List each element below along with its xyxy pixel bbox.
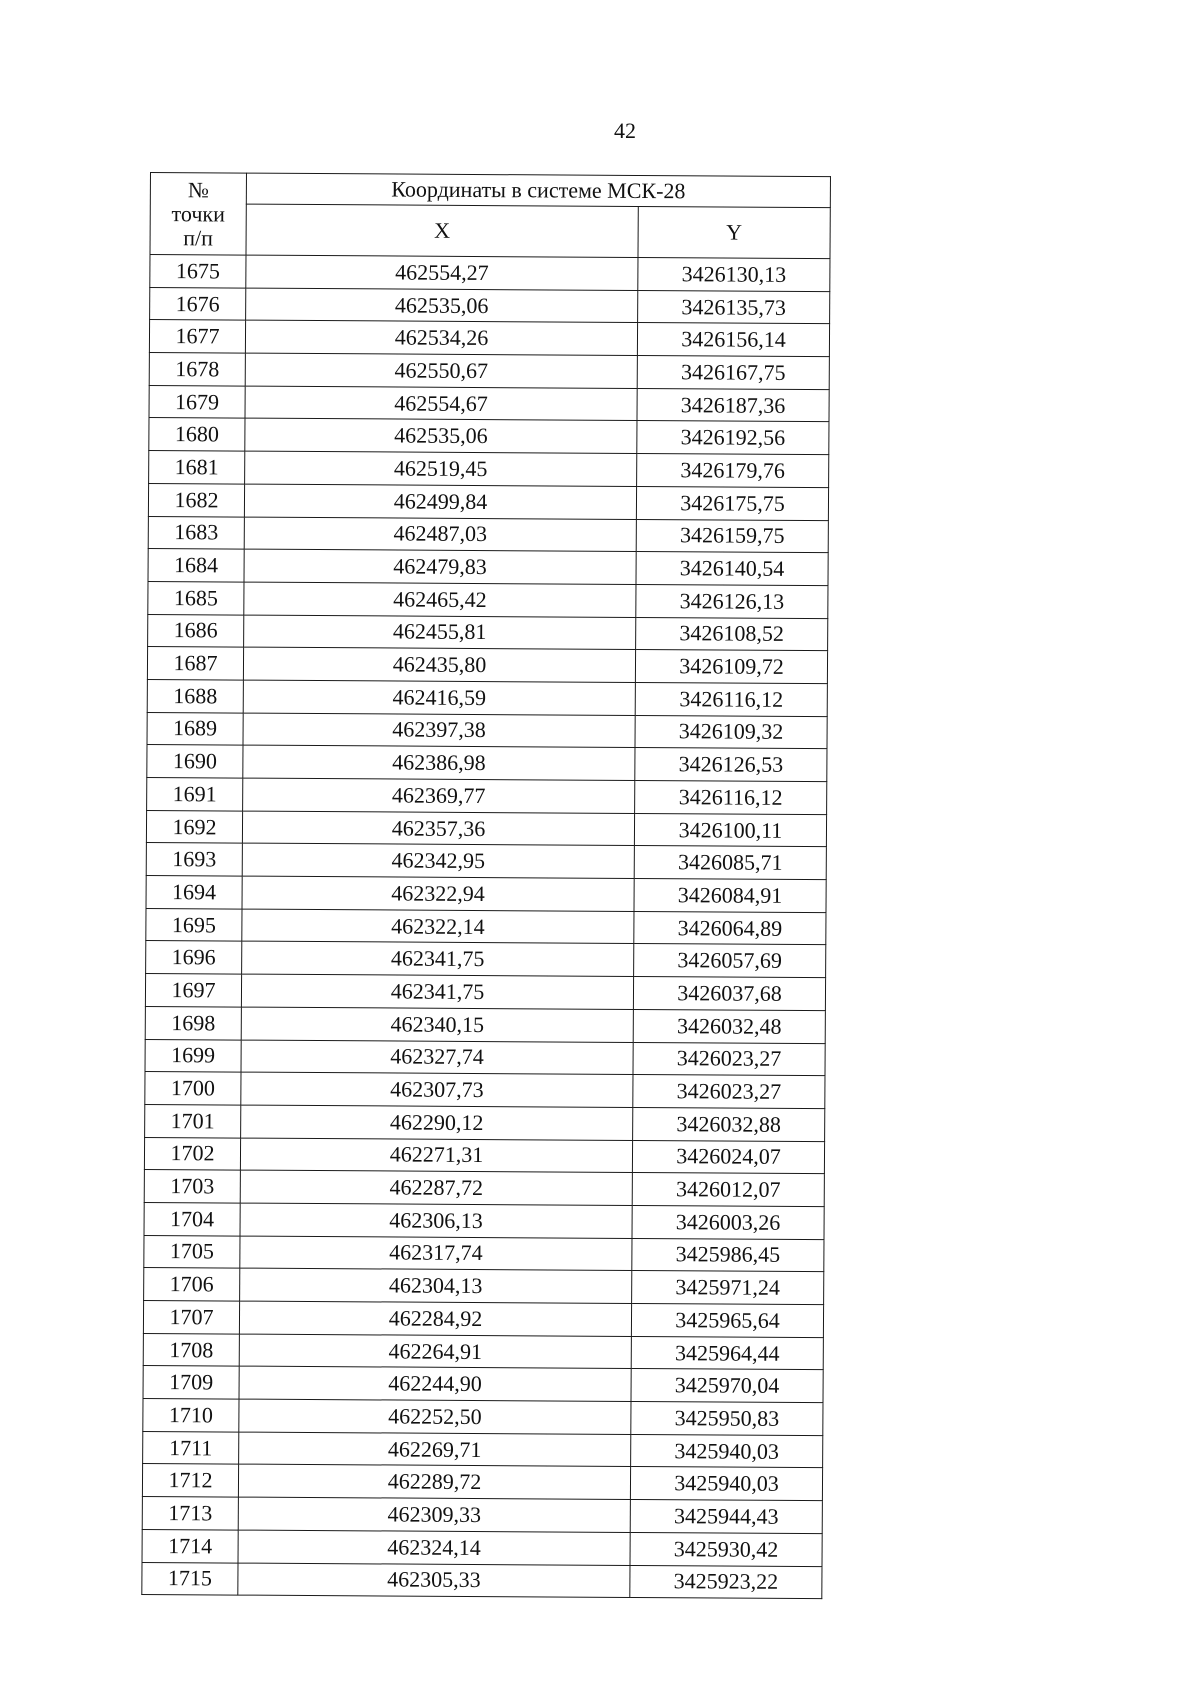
point-number-cell: 1686	[148, 614, 244, 647]
y-coordinate-cell: 3426187,36	[637, 388, 829, 422]
y-coordinate-cell: 3426159,75	[636, 519, 828, 553]
table-row	[146, 876, 826, 913]
x-coordinate-cell: 462435,80	[243, 647, 635, 682]
y-coordinate-cell: 3426192,56	[637, 421, 829, 455]
x-coordinate-cell: 462550,67	[245, 353, 637, 388]
x-coordinate-cell: 462499,84	[244, 484, 636, 519]
y-coordinate-cell: 3426116,12	[635, 780, 827, 814]
point-number-cell: 1690	[147, 745, 243, 778]
y-coordinate-cell: 3425940,03	[630, 1467, 822, 1501]
table-row	[142, 1464, 822, 1501]
x-coordinate-cell: 462307,73	[241, 1072, 633, 1107]
y-coordinate-cell: 3426012,07	[632, 1173, 824, 1207]
x-coordinate-cell: 462416,59	[243, 680, 635, 715]
x-coordinate-cell: 462289,72	[238, 1465, 630, 1500]
y-coordinate-cell: 3426100,11	[634, 813, 826, 847]
table-row	[145, 1104, 825, 1141]
y-coordinate-cell: 3425930,42	[630, 1532, 822, 1566]
table-row	[148, 614, 828, 651]
point-number-cell: 1692	[146, 810, 242, 843]
y-coordinate-cell: 3426023,27	[633, 1042, 825, 1076]
y-coordinate-cell: 3425940,03	[631, 1434, 823, 1468]
x-coordinate-cell: 462341,75	[242, 942, 634, 977]
point-number-cell: 1678	[149, 353, 245, 386]
table-row	[149, 353, 829, 390]
table-row	[145, 1006, 825, 1043]
y-coordinate-cell: 3426023,27	[633, 1075, 825, 1109]
point-number-cell: 1704	[144, 1202, 240, 1235]
point-number-cell: 1676	[150, 287, 246, 320]
y-coordinate-cell: 3426130,13	[638, 257, 830, 291]
table-row	[143, 1366, 823, 1403]
x-coordinate-cell: 462535,06	[245, 419, 637, 454]
x-coordinate-cell: 462357,36	[242, 811, 634, 846]
y-coordinate-cell: 3426108,52	[636, 617, 828, 651]
x-coordinate-cell: 462397,38	[243, 713, 635, 748]
x-coordinate-cell: 462342,95	[242, 843, 634, 878]
point-number-cell: 1691	[147, 777, 243, 810]
x-coordinate-cell: 462269,71	[239, 1432, 631, 1467]
x-coordinate-cell: 462324,14	[238, 1530, 630, 1565]
table-row	[148, 483, 828, 520]
table-row	[143, 1333, 823, 1370]
x-coordinate-cell: 462519,45	[245, 451, 637, 486]
table-row	[150, 255, 830, 292]
y-coordinate-cell: 3426140,54	[636, 552, 828, 586]
table-row	[148, 516, 828, 553]
y-coordinate-cell: 3426135,73	[638, 290, 830, 324]
point-number-cell: 1699	[145, 1039, 241, 1072]
y-coordinate-cell: 3426109,32	[635, 715, 827, 749]
table-row	[143, 1399, 823, 1436]
x-column-header: X	[246, 204, 638, 257]
table-row	[146, 908, 826, 945]
table-row	[147, 712, 827, 749]
table-row	[144, 1170, 824, 1207]
y-coordinate-cell: 3426084,91	[634, 879, 826, 913]
y-coordinate-cell: 3425970,04	[631, 1369, 823, 1403]
y-coordinate-cell: 3425923,22	[630, 1565, 822, 1599]
x-coordinate-cell: 462322,14	[242, 909, 634, 944]
y-coordinate-cell: 3425964,44	[631, 1336, 823, 1370]
table-row	[146, 941, 826, 978]
point-number-cell: 1711	[143, 1431, 239, 1464]
x-coordinate-cell: 462306,13	[240, 1203, 632, 1238]
y-column-header: Y	[638, 206, 830, 258]
table-row	[146, 843, 826, 880]
table-row	[142, 1562, 822, 1599]
point-number-cell: 1689	[147, 712, 243, 745]
y-coordinate-cell: 3426032,88	[633, 1107, 825, 1141]
point-number-cell: 1714	[142, 1529, 238, 1562]
table-row	[147, 777, 827, 814]
x-coordinate-cell: 462252,50	[239, 1399, 631, 1434]
table-row	[145, 1039, 825, 1076]
y-coordinate-cell: 3426032,48	[633, 1009, 825, 1043]
table-row	[149, 451, 829, 488]
point-number-cell: 1713	[142, 1497, 238, 1530]
table-row	[146, 810, 826, 847]
point-number-header: № точки п/п	[150, 173, 246, 256]
y-coordinate-cell: 3425950,83	[631, 1402, 823, 1436]
y-coordinate-cell: 3426037,68	[633, 977, 825, 1011]
table-subheader-row	[150, 204, 830, 259]
point-number-cell: 1679	[149, 385, 245, 418]
y-coordinate-cell: 3426057,69	[634, 944, 826, 978]
y-coordinate-cell: 3426156,14	[637, 323, 829, 357]
x-coordinate-cell: 462284,92	[239, 1301, 631, 1336]
table-row	[144, 1268, 824, 1305]
coordinate-system-header: Координаты в системе МСК-28	[246, 173, 830, 208]
x-coordinate-cell: 462369,77	[243, 778, 635, 813]
table-body	[142, 255, 830, 1599]
table-row	[142, 1529, 822, 1566]
x-coordinate-cell: 462479,83	[244, 549, 636, 584]
table-row	[150, 287, 830, 324]
table-row	[143, 1431, 823, 1468]
x-coordinate-cell: 462264,91	[239, 1334, 631, 1369]
y-coordinate-cell: 3426003,26	[632, 1205, 824, 1239]
point-number-cell: 1702	[144, 1137, 240, 1170]
page-number: 42	[614, 118, 636, 143]
x-coordinate-cell: 462327,74	[241, 1040, 633, 1075]
x-coordinate-cell: 462487,03	[244, 517, 636, 552]
point-number-cell: 1700	[145, 1072, 241, 1105]
point-number-cell: 1710	[143, 1399, 239, 1432]
x-coordinate-cell: 462340,15	[241, 1007, 633, 1042]
x-coordinate-cell: 462554,67	[245, 386, 637, 421]
x-coordinate-cell: 462309,33	[238, 1497, 630, 1532]
x-coordinate-cell: 462386,98	[243, 745, 635, 780]
point-number-cell: 1685	[148, 581, 244, 614]
point-number-cell: 1682	[148, 483, 244, 516]
table-row	[144, 1137, 824, 1174]
coordinates-table	[141, 172, 831, 1599]
point-number-cell: 1707	[143, 1300, 239, 1333]
table-row	[148, 549, 828, 586]
table-row	[149, 418, 829, 455]
y-coordinate-cell: 3426109,72	[635, 650, 827, 684]
table-row	[143, 1300, 823, 1337]
point-number-cell: 1684	[148, 549, 244, 582]
point-number-cell: 1695	[146, 908, 242, 941]
point-number-cell: 1697	[145, 974, 241, 1007]
x-coordinate-cell: 462341,75	[241, 974, 633, 1009]
point-number-cell: 1681	[149, 451, 245, 484]
point-number-cell: 1701	[145, 1104, 241, 1137]
point-number-cell: 1677	[149, 320, 245, 353]
x-coordinate-cell: 462534,26	[245, 320, 637, 355]
table-header-row	[150, 173, 830, 208]
x-coordinate-cell: 462304,13	[240, 1268, 632, 1303]
point-number-cell: 1696	[146, 941, 242, 974]
x-coordinate-cell: 462305,33	[238, 1563, 630, 1598]
table-row	[149, 320, 829, 357]
point-number-cell: 1687	[147, 647, 243, 680]
y-coordinate-cell: 3426167,75	[637, 356, 829, 390]
point-number-cell: 1703	[144, 1170, 240, 1203]
y-coordinate-cell: 3426179,76	[637, 454, 829, 488]
table-row	[148, 581, 828, 618]
table-row	[144, 1235, 824, 1272]
x-coordinate-cell: 462287,72	[240, 1170, 632, 1205]
table-row	[147, 745, 827, 782]
x-coordinate-cell: 462455,81	[244, 615, 636, 650]
x-coordinate-cell: 462244,90	[239, 1366, 631, 1401]
y-coordinate-cell: 3426085,71	[634, 846, 826, 880]
x-coordinate-cell: 462271,31	[240, 1138, 632, 1173]
x-coordinate-cell: 462554,27	[246, 255, 638, 290]
point-number-cell: 1709	[143, 1366, 239, 1399]
y-coordinate-cell: 3425944,43	[630, 1500, 822, 1534]
y-coordinate-cell: 3425965,64	[631, 1303, 823, 1337]
y-coordinate-cell: 3426126,13	[636, 584, 828, 618]
y-coordinate-cell: 3425986,45	[632, 1238, 824, 1272]
point-number-cell: 1675	[150, 255, 246, 288]
table-row	[149, 385, 829, 422]
table-row	[144, 1202, 824, 1239]
point-number-cell: 1698	[145, 1006, 241, 1039]
y-coordinate-cell: 3426064,89	[634, 911, 826, 945]
x-coordinate-cell: 462290,12	[241, 1105, 633, 1140]
point-number-cell: 1705	[144, 1235, 240, 1268]
table-row	[142, 1497, 822, 1534]
x-coordinate-cell: 462322,94	[242, 876, 634, 911]
point-number-cell: 1693	[146, 843, 242, 876]
x-coordinate-cell: 462317,74	[240, 1236, 632, 1271]
point-number-cell: 1715	[142, 1562, 238, 1595]
table-row	[145, 974, 825, 1011]
y-coordinate-cell: 3426024,07	[632, 1140, 824, 1174]
point-number-cell: 1712	[142, 1464, 238, 1497]
point-number-cell: 1688	[147, 679, 243, 712]
point-number-cell: 1694	[146, 876, 242, 909]
point-number-cell: 1708	[143, 1333, 239, 1366]
y-coordinate-cell: 3425971,24	[632, 1271, 824, 1305]
x-coordinate-cell: 462465,42	[244, 582, 636, 617]
table-row	[147, 679, 827, 716]
table-row	[145, 1072, 825, 1109]
y-coordinate-cell: 3426175,75	[636, 486, 828, 520]
y-coordinate-cell: 3426126,53	[635, 748, 827, 782]
point-number-cell: 1683	[148, 516, 244, 549]
y-coordinate-cell: 3426116,12	[635, 682, 827, 716]
table-row	[147, 647, 827, 684]
x-coordinate-cell: 462535,06	[246, 288, 638, 323]
point-number-cell: 1706	[144, 1268, 240, 1301]
point-number-cell: 1680	[149, 418, 245, 451]
